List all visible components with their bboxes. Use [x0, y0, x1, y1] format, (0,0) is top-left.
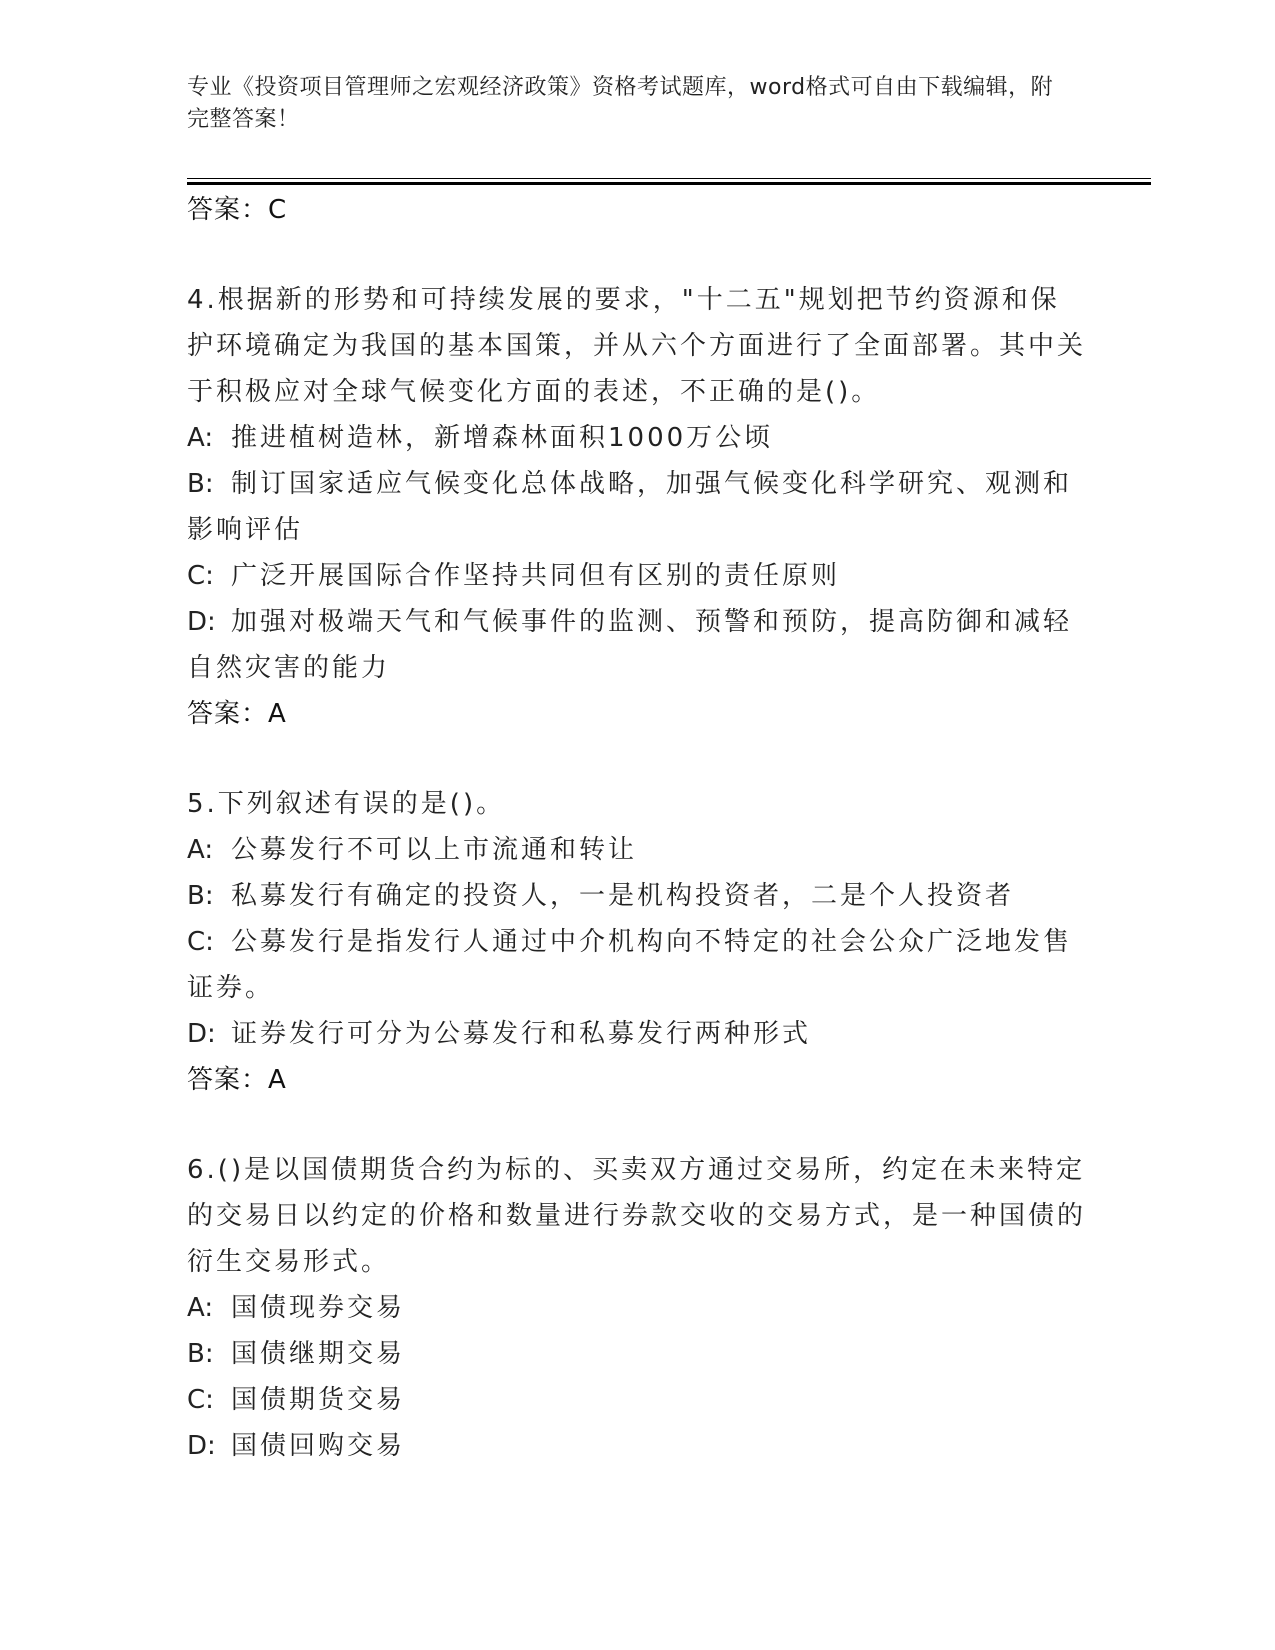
answer-value: A: [268, 1065, 287, 1095]
option-key: D:: [187, 607, 216, 637]
option-key: A:: [187, 835, 214, 865]
option-key: A:: [187, 423, 214, 453]
option-text: 国债回购交易: [231, 1431, 406, 1461]
option-b: [187, 461, 1087, 553]
document-body: [187, 187, 1087, 1469]
option-text: 广泛开展国际合作坚持共同但有区别的责任原则: [231, 561, 841, 591]
answer-value: A: [268, 699, 287, 729]
option-key: D:: [187, 1431, 216, 1461]
option-key: B:: [187, 1339, 214, 1369]
question-stem: 4.根据新的形势和可持续发展的要求，"十二五"规划把节约资源和保护环境确定为我国的基本国策，并从六个方面进行了全面部署。其中关于积极应对全球气候变化方面的表述，不正确的是()。: [187, 285, 1087, 407]
option-key: C:: [187, 561, 214, 591]
option-a: [187, 827, 1087, 873]
option-text: 证券发行可分为公募发行和私募发行两种形式: [231, 1019, 812, 1049]
header-divider-thick: [187, 182, 1151, 185]
option-text: 公募发行不可以上市流通和转让: [231, 835, 638, 865]
option-key: D:: [187, 1019, 216, 1049]
option-text: 公募发行是指发行人通过中介机构向不特定的社会公众广泛地发售证券。: [187, 927, 1073, 1003]
answer-label: 答案：: [187, 699, 269, 729]
question-answer: [187, 1057, 1087, 1103]
option-c: [187, 919, 1087, 1011]
question-answer: [187, 691, 1087, 737]
header-title: 专业《投资项目管理师之宏观经济政策》资格考试题库，word格式可自由下载编辑，附完整答案！: [187, 75, 1054, 132]
option-text: 制订国家适应气候变化总体战略，加强气候变化科学研究、观测和影响评估: [187, 469, 1073, 545]
option-text: 国债现券交易: [231, 1293, 406, 1323]
option-d: [187, 1011, 1087, 1057]
option-text: 推进植树造林，新增森林面积1000万公顷: [231, 423, 774, 453]
option-key: C:: [187, 927, 214, 957]
option-d: [187, 1423, 1087, 1469]
option-c: [187, 1377, 1087, 1423]
option-text: 国债继期交易: [231, 1339, 406, 1369]
option-text: 加强对极端天气和气候事件的监测、预警和预防，提高防御和减轻自然灾害的能力: [187, 607, 1073, 683]
answer-value: C: [268, 195, 288, 225]
document-header: [187, 72, 1067, 136]
answer-label: 答案：: [187, 1065, 269, 1095]
question-4: [187, 277, 1087, 737]
option-b: [187, 873, 1087, 919]
option-d: [187, 599, 1087, 691]
question-stem: 6.()是以国债期货合约为标的、买卖双方通过交易所，约定在未来特定的交易日以约定的价格和数量进行券款交收的交易方式，是一种国债的衍生交易形式。: [187, 1155, 1087, 1277]
header-divider-thin: [187, 178, 1151, 179]
option-key: B:: [187, 469, 214, 499]
question-5: [187, 781, 1087, 1103]
answer-label: 答案：: [187, 195, 269, 225]
option-text: 私募发行有确定的投资人，一是机构投资者，二是个人投资者: [231, 881, 1015, 911]
option-a: [187, 1285, 1087, 1331]
option-key: C:: [187, 1385, 214, 1415]
question-6: [187, 1147, 1087, 1469]
option-text: 国债期货交易: [231, 1385, 406, 1415]
option-key: A:: [187, 1293, 214, 1323]
option-c: [187, 553, 1087, 599]
question-stem: 5.下列叙述有误的是()。: [187, 789, 506, 819]
option-a: [187, 415, 1087, 461]
option-b: [187, 1331, 1087, 1377]
option-key: B:: [187, 881, 214, 911]
previous-answer: [187, 187, 1087, 233]
